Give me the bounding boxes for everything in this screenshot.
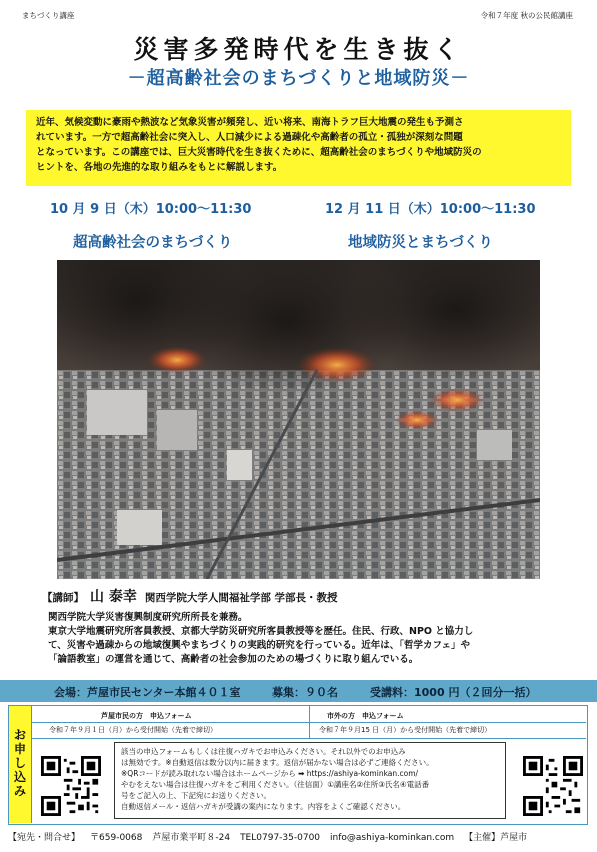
lecturer-line xyxy=(42,586,338,606)
apply-notes: 該当の申込フォームもしくは往復ハガキでお申込みください。それ以外でのお申込み は無効です。※自動返信は数分以内に届きます。返信が届かない場合は必ずご連絡ください。 ※QRコードが読み取れない場合はホームページから ➡ https://ashiya-kominkan.com/ やむをえない場合は往復ハガキをご利用ください。（往信面）①講座名②住所③氏名④電話番 号をご記入の上、下記宛にお送りください。 自動返信メール・返信ハガキが受講の案内になります。内容をよくご確認ください。 xyxy=(114,742,506,819)
intro-line: となっています。この講座では、巨大災害時代を生き抜くために、超高齢社会のまちづくりや地域防災の xyxy=(36,147,482,158)
venue-place: 会場：芦屋市民センター本館４０１室 xyxy=(54,686,241,699)
lecturer-bio xyxy=(48,611,568,667)
session-1-theme: 超高齢社会のまちづくり xyxy=(73,235,233,251)
fire-glow xyxy=(147,346,207,374)
apply-box xyxy=(8,705,588,825)
footer-email[interactable]: info@ashiya-kominkan.com xyxy=(330,833,455,843)
resident-qr-code[interactable] xyxy=(41,756,101,816)
lecturer-affiliation: 関西学院大学人間福祉学部 学部長・教授 xyxy=(144,592,338,604)
intro-line: 近年、気候変動に豪雨や熱波など気象災害が頻発し、近い将来、南海トラフ巨大地震の発生も予測さ xyxy=(36,117,464,128)
footer-label: 【宛先・問合せ】 xyxy=(8,833,81,843)
intro-box xyxy=(26,110,571,186)
fire-glow xyxy=(429,388,485,412)
building xyxy=(477,430,512,460)
building xyxy=(87,390,147,435)
building xyxy=(157,410,197,450)
page-subtitle: －超高齢社会のまちづくりと地域防災－ xyxy=(127,68,470,89)
resident-start: 令和７年９月１日（月）から受付開始（先着で締切） xyxy=(49,726,217,734)
venue-capacity: 募集：９０名 xyxy=(272,686,338,699)
session-2-theme: 地域防災とまちづくり xyxy=(348,235,493,251)
fire-glow xyxy=(297,347,377,383)
bio-line: 「論語教室」の運営を通じて、高齢者の社会参加のための場づくりに取り組んでいる。 xyxy=(48,654,419,665)
footer-tel: TEL0797-35-0700 xyxy=(240,833,321,843)
nonresident-qr-code[interactable] xyxy=(523,756,583,816)
intro-line: ヒントを、各地の先進的な取り組みをもとに解説します。 xyxy=(36,162,283,173)
term-label: 令和７年度 秋の公民館講座 xyxy=(480,11,573,20)
venue-fee: 受講料：1000 円（２回分一括） xyxy=(370,686,537,699)
disaster-photo xyxy=(57,260,540,579)
series-label: まちづくり講座 xyxy=(22,11,75,20)
footer-postal: 〒659-0068 xyxy=(90,833,143,843)
building xyxy=(117,510,162,545)
building xyxy=(227,450,252,480)
intro-line: れています。一方で超高齢社会に突入し、人口減少による過疎化や高齢者の孤立・孤独が深刻な問題 xyxy=(36,132,463,143)
venue-bar xyxy=(0,680,597,702)
nonresident-start: 令和７年９月15 日（月）から受付開始（先着で締切） xyxy=(319,726,492,734)
footer-address: 芦屋市業平町８-24 xyxy=(152,833,231,843)
session-2-date: 12 月 11 日（木）10:00～11:30 xyxy=(325,202,536,217)
apply-label: お 申 し 込 み xyxy=(9,706,31,823)
session-1-date: 10 月 9 日（木）10:00～11:30 xyxy=(50,202,252,217)
lecturer-role: 【講師】 xyxy=(42,592,84,604)
bio-line: 東京大学地震研究所客員教授、京都大学防災研究所客員教授等を歴任。住民、行政、NPO と協力し xyxy=(48,626,474,637)
bio-line: て、災害や過疎からの地域復興やまちづくりの実践的研究を行っている。近年は、「哲学カフェ」や xyxy=(48,640,470,651)
resident-form-head: 芦屋市民の方 申込フォーム xyxy=(101,712,192,720)
footer-organizer: 【主催】芦屋市 xyxy=(464,833,528,843)
lecturer-name: 山 泰幸 xyxy=(90,589,137,605)
page-title: 災害多発時代を生き抜く xyxy=(133,35,464,64)
nonresident-form-head: 市外の方 申込フォーム xyxy=(327,712,404,720)
bio-line: 関西学院大学災害復興制度研究所所長を兼務。 xyxy=(48,612,248,623)
fire-glow xyxy=(395,410,439,430)
footer xyxy=(8,830,588,843)
